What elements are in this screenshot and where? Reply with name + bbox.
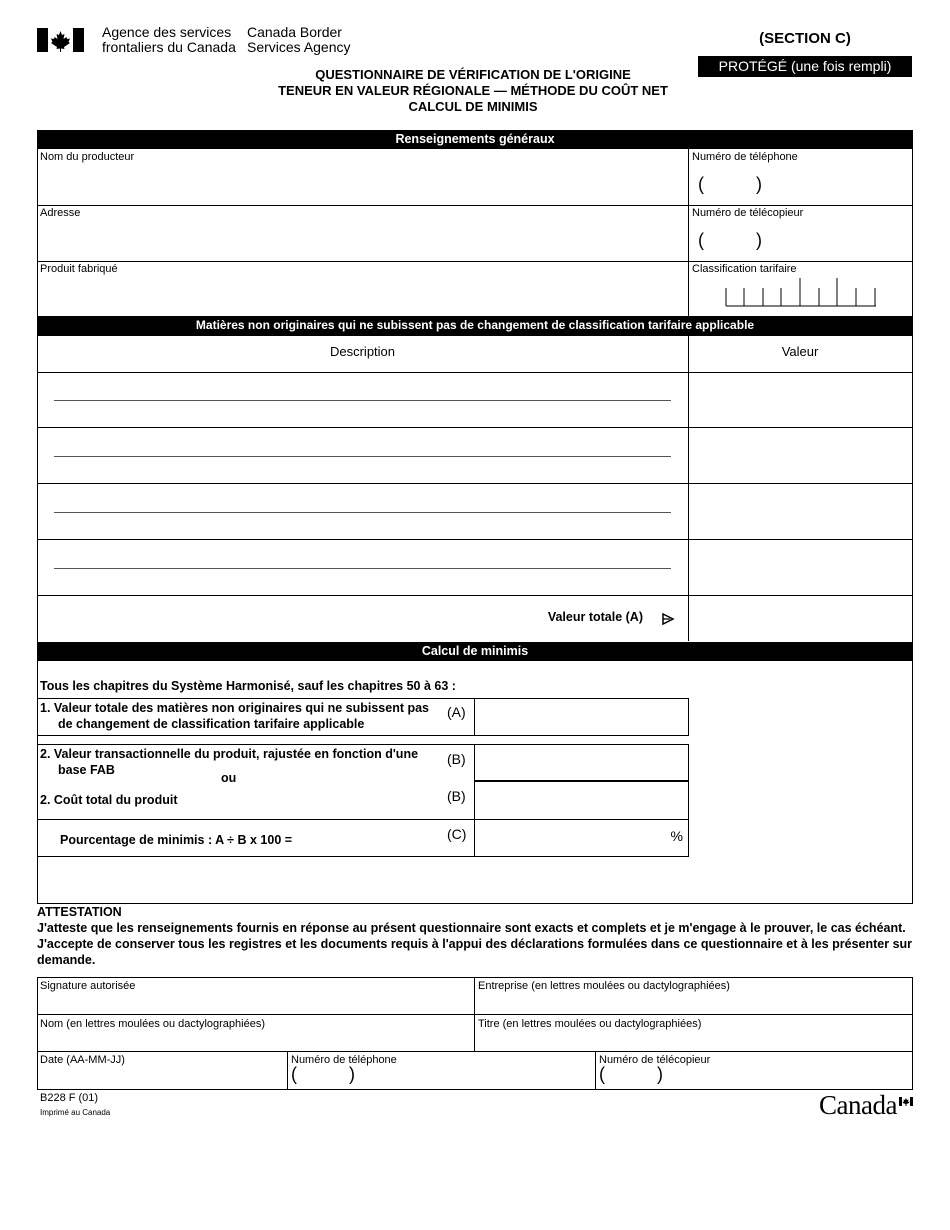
percent-sign: % [670, 828, 683, 844]
sig-phone-field[interactable]: ( ) [291, 1064, 355, 1084]
canada-flag-icon [37, 28, 84, 52]
total-value-input[interactable] [690, 598, 910, 640]
agency-fr-line1: Agence des services [102, 24, 232, 40]
title-label: Titre (en lettres moulées ou dactylographiées) [478, 1018, 702, 1030]
agency-en-line1: Canada Border [247, 24, 342, 40]
material-value-input[interactable] [690, 542, 910, 594]
signature-field[interactable] [39, 994, 472, 1013]
general-info-header: Renseignements généraux [37, 130, 913, 149]
item2b-code: (B) [447, 788, 466, 804]
col-value-header: Valeur [781, 344, 819, 359]
printed-in-canada: Imprimé au Canada [40, 1108, 111, 1117]
item1-line2: de changement de classification tarifaire applicable [58, 717, 365, 731]
title-line2: TENEUR EN VALEUR RÉGIONALE — MÉTHODE DU COÛT NET [278, 83, 668, 98]
agency-name-en [247, 25, 351, 55]
producer-name-label: Nom du producteur [40, 151, 135, 163]
signature-label: Signature autorisée [40, 980, 136, 992]
title-field[interactable] [477, 1032, 910, 1050]
materials-header: Matières non originaires qui ne subissent pas de changement de classification tarifaire applicable [37, 316, 913, 335]
company-field[interactable] [477, 994, 910, 1013]
company-label: Entreprise (en lettres moulées ou dactylographiées) [478, 980, 730, 992]
address-field[interactable] [39, 222, 686, 260]
arrow-right-icon [661, 612, 675, 631]
phone-label: Numéro de téléphone [692, 151, 798, 163]
name-field[interactable] [39, 1032, 472, 1050]
agency-fr-line2: frontaliers du Canada [102, 39, 236, 55]
material-description-input[interactable] [54, 432, 671, 457]
attestation-heading: ATTESTATION [37, 905, 122, 919]
material-description-input[interactable] [54, 376, 671, 401]
address-label: Adresse [40, 207, 81, 219]
attestation-text: J'atteste que les renseignements fournis en réponse au présent questionnaire sont exacts et complets et je m'engage à le prouver, le cas échéant. J'accepte de conserver tous les registres et les documents requis à l'appui des déclarations formulées dans ce questionnaire et à les présenter sur demande. [37, 921, 913, 967]
item2a-line2: base FAB [58, 763, 115, 777]
sig-fax-field[interactable]: ( ) [599, 1064, 663, 1084]
total-value-label: Valeur totale (A) [547, 610, 643, 624]
or-label: ou [221, 771, 237, 785]
title-line1: QUESTIONNAIRE DE VÉRIFICATION DE L'ORIGINE [315, 67, 631, 82]
item2a-code: (B) [447, 751, 466, 767]
item1-line1: 1. Valeur totale des matières non originaires qui ne subissent pas [40, 701, 430, 715]
item2a-line1: 2. Valeur transactionnelle du produit, rajustée en fonction d'une [40, 747, 419, 761]
name-label: Nom (en lettres moulées ou dactylographiées) [40, 1018, 266, 1030]
material-description-input[interactable] [54, 488, 671, 513]
material-value-input[interactable] [690, 374, 910, 426]
fax-label: Numéro de télécopieur [692, 207, 804, 219]
deminimis-header: Calcul de minimis [37, 642, 913, 661]
sig-fax-label: Numéro de télécopieur [599, 1054, 711, 1066]
product-field[interactable] [39, 278, 686, 314]
title-line3: CALCUL DE MINIMIS [408, 99, 538, 114]
form-number: B228 F (01) [40, 1092, 99, 1104]
phone-field[interactable]: ( ) [698, 174, 762, 194]
item2a-value-input[interactable] [474, 744, 689, 782]
page-title [200, 67, 746, 115]
sig-phone-label: Numéro de téléphone [291, 1054, 397, 1066]
protected-badge: PROTÉGÉ (une fois rempli) [698, 56, 912, 77]
agency-en-line2: Services Agency [247, 39, 351, 55]
section-label: (SECTION C) [759, 30, 851, 47]
tariff-code-field[interactable] [725, 278, 877, 308]
canada-wordmark: Canada [819, 1090, 897, 1120]
pct-code: (C) [447, 826, 467, 842]
item1-label [40, 700, 429, 732]
material-description-input[interactable] [54, 544, 671, 569]
item2b-label: 2. Coût total du produit [40, 793, 178, 807]
col-description-header: Description [329, 344, 396, 359]
item1-code: (A) [447, 704, 466, 720]
date-field[interactable] [39, 1068, 285, 1088]
pct-label: Pourcentage de minimis : A ÷ B x 100 = [60, 833, 293, 847]
item2b-value-input[interactable] [474, 781, 689, 820]
material-value-input[interactable] [690, 430, 910, 482]
date-label: Date (AA-MM-JJ) [40, 1054, 125, 1066]
wordmark-flag-icon [899, 1093, 913, 1111]
fax-field[interactable]: ( ) [698, 230, 762, 250]
agency-name-fr [102, 25, 236, 55]
producer-name-field[interactable] [39, 166, 686, 204]
tariff-label: Classification tarifaire [692, 263, 797, 275]
item1-value-input[interactable] [474, 698, 689, 736]
product-label: Produit fabriqué [40, 263, 118, 275]
material-value-input[interactable] [690, 486, 910, 538]
deminimis-intro: Tous les chapitres du Système Harmonisé, sauf les chapitres 50 à 63 : [40, 679, 456, 693]
pct-value-input[interactable] [474, 819, 689, 857]
